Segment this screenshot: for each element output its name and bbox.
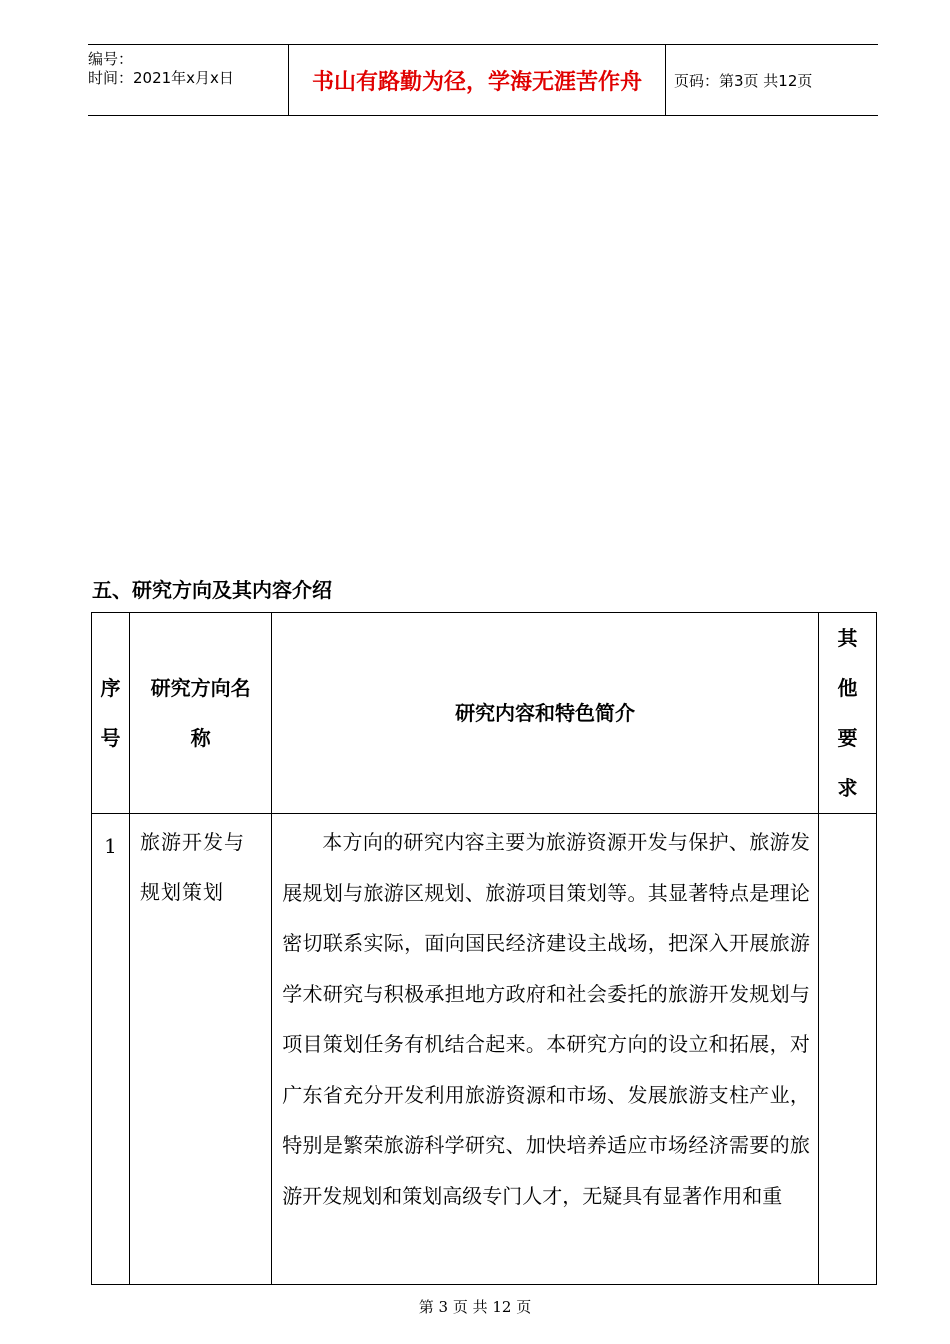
header-meta	[88, 45, 288, 120]
page-header	[88, 44, 878, 116]
header-seq-text: 序号	[100, 676, 121, 750]
header-name-text: 研究方向名称	[150, 676, 251, 750]
row-other	[818, 814, 876, 1285]
row-name: 旅游开发与规划策划	[130, 814, 272, 1285]
header-page-label: 页码：第3页 共12页	[674, 71, 813, 90]
research-table	[91, 612, 877, 1285]
row-seq: 1	[92, 814, 130, 1285]
table-row	[92, 814, 877, 1285]
time-label: 时间：2021年x月x日	[88, 69, 234, 87]
header-other	[818, 613, 876, 814]
section-title: 五、研究方向及其内容介绍	[92, 578, 332, 602]
row-content: 本方向的研究内容主要为旅游资源开发与保护、旅游发展规划与旅游区规划、旅游项目策划等。其显著特点是理论密切联系实际，面向国民经济建设主战场，把深入开展旅游学术研究与积极承担地方政府和社会委托的旅游开发规划与项目策划任务有机结合起来。本研究方向的设立和拓展，对广东省充分开发利用旅游资源和市场、发展旅游支柱产业，特别是繁荣旅游科学研究、加快培养适应市场经济需要的旅游开发规划和策划高级专门人才，无疑具有显著作用和重	[272, 814, 819, 1285]
header-content: 研究内容和特色简介	[272, 613, 819, 814]
number-label: 编号：	[88, 50, 134, 68]
table-header-row	[92, 613, 877, 814]
header-motto: 书山有路勤为径，学海无涯苦作舟	[288, 45, 666, 115]
page-footer: 第 3 页 共 12 页	[418, 1298, 532, 1316]
header-name	[130, 613, 272, 814]
header-seq	[92, 613, 130, 814]
header-other-text: 其他要求	[837, 626, 858, 800]
